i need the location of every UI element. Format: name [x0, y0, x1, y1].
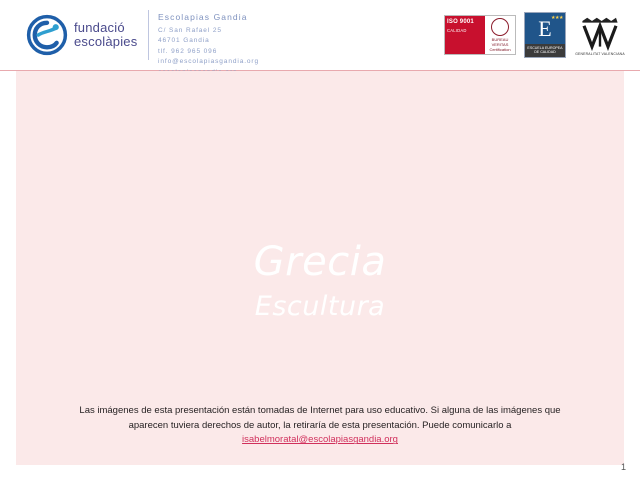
disclaimer-line-2: imágenes que aparecen tuviera derechos de autor, la retiraría de esta presentación. Puede comunicarlo a [128, 405, 561, 431]
stars-icon: ★★★ [551, 16, 563, 21]
iso-badge-left [445, 16, 485, 54]
escolapies-logo-icon [26, 14, 68, 56]
slide-body-panel [16, 71, 624, 465]
crest-icon [576, 15, 624, 51]
page-subtitle: Escultura [254, 291, 386, 322]
certification-badges [444, 10, 626, 60]
iso-label: Certification [489, 47, 511, 52]
badge-e-letter: E [538, 15, 552, 41]
school-phone: tlf. 962 965 096 [158, 47, 218, 55]
logo-line-2: escolàpies [74, 34, 138, 49]
badge-letter-e [525, 13, 565, 44]
disclaimer-text [64, 404, 576, 448]
page-number: 1 [620, 462, 626, 472]
iso-issuer: BUREAU VERITAS [491, 37, 509, 47]
crest-caption: GENERALITAT VALENCIANA [575, 51, 625, 56]
bureau-veritas-seal-icon [491, 18, 509, 36]
fundacio-escolapies-logo [26, 12, 146, 58]
disclaimer-line-1: Las imágenes de esta presentación están tomadas de Internet para uso educativo. Si alguna de las [79, 405, 499, 416]
iso-seal-text: CALIDAD [447, 27, 467, 33]
logo-wordmark [74, 21, 137, 48]
iso-certification-badge [444, 15, 516, 55]
page-title: Grecia [253, 239, 387, 285]
title-block [16, 241, 624, 322]
logo-line-1: fundació [74, 20, 125, 36]
escuela-europea-badge [524, 12, 566, 58]
school-street: C/ San Rafael 25 [158, 26, 222, 34]
school-city: 46701 Gandia [158, 37, 210, 45]
iso-code: ISO 9001 [447, 19, 474, 25]
header-divider [148, 10, 149, 60]
iso-badge-right [485, 16, 515, 54]
badge-e-caption: ESCUELA EUROPEA DE CALIDAD [525, 44, 565, 57]
school-address-block [158, 11, 259, 78]
slide-header [0, 0, 640, 71]
contact-email-link[interactable]: isabelmoratal@escolapiasgandia.org [242, 434, 398, 446]
school-email: info@escolapiasgandia.org [158, 58, 260, 66]
crest-badge [574, 12, 626, 58]
school-name: Escolapias Gandia [158, 12, 248, 22]
